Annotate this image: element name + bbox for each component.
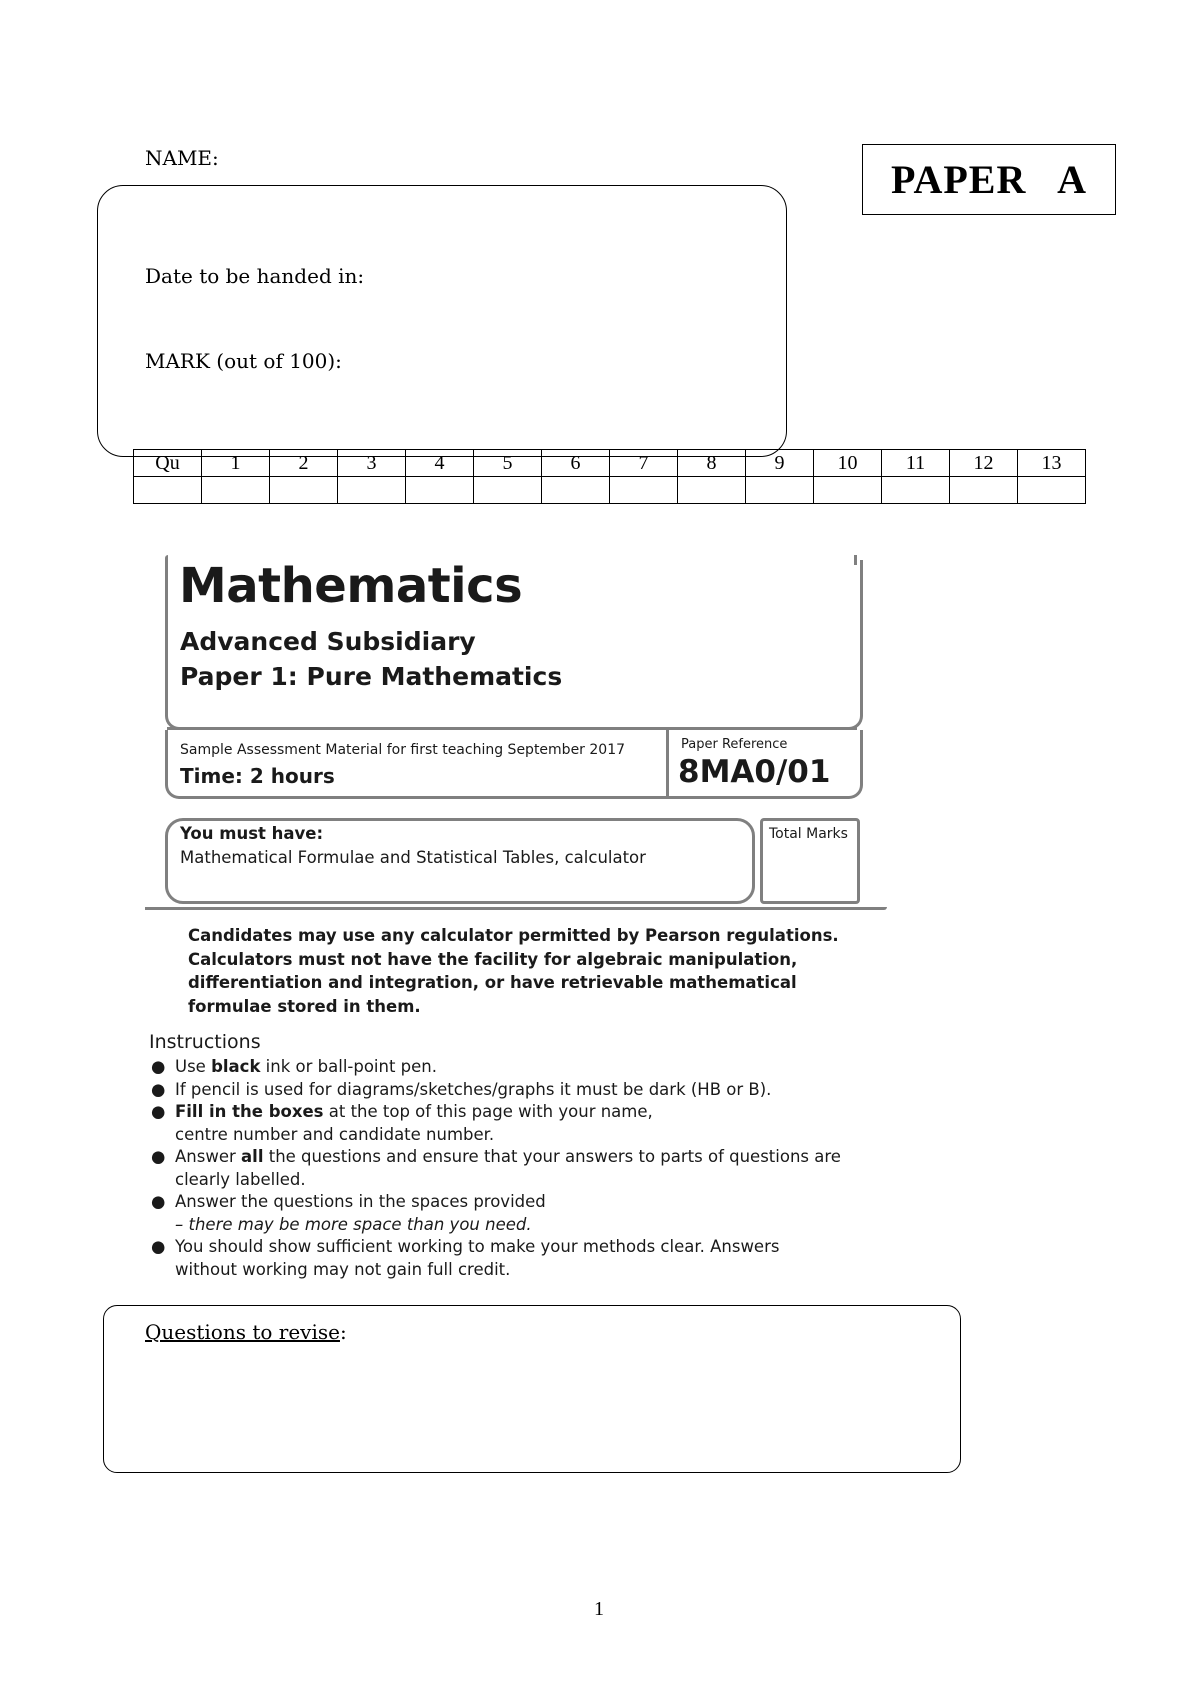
marks-table — [133, 449, 1086, 504]
bullet-icon: ● — [151, 1192, 166, 1211]
calculator-note-line: differentiation and integration, or have retrievable mathematical — [188, 973, 797, 992]
bullet-icon: ● — [151, 1147, 166, 1166]
question-mark-row — [134, 477, 1086, 504]
question-number-cell: 3 — [338, 450, 406, 477]
mark-label: MARK (out of 100): — [145, 349, 342, 373]
bullet-icon: ● — [151, 1237, 166, 1256]
question-number-cell: 8 — [678, 450, 746, 477]
paper-reference-code: 8MA0/01 — [678, 754, 831, 790]
frame-corner-right — [854, 555, 857, 565]
instruction-item: ● If pencil is used for diagrams/sketches/graphs it must be dark (HB or B). — [149, 1079, 869, 1102]
question-number-cell: 1 — [202, 450, 270, 477]
mark-cell[interactable] — [338, 477, 406, 504]
mark-cell[interactable] — [950, 477, 1018, 504]
cover-title: Mathematics — [179, 558, 523, 614]
date-label: Date to be handed in: — [145, 264, 365, 288]
question-number-cell: 10 — [814, 450, 882, 477]
calculator-note-line: formulae stored in them. — [188, 996, 421, 1016]
instruction-item: ● Fill in the boxes at the top of this page with your name, centre number and candidate number. — [151, 1102, 653, 1144]
question-number-cell: 12 — [950, 450, 1018, 477]
mark-cell[interactable] — [610, 477, 678, 504]
bullet-icon: ● — [151, 1102, 166, 1121]
mark-cell[interactable] — [202, 477, 270, 504]
mark-cell[interactable] — [134, 477, 202, 504]
name-label: NAME: — [145, 146, 219, 170]
mark-cell[interactable] — [406, 477, 474, 504]
cover-vertical-divider — [666, 730, 669, 796]
bullet-icon: ● — [151, 1057, 166, 1076]
mark-cell[interactable] — [474, 477, 542, 504]
question-number-cell: 4 — [406, 450, 474, 477]
question-number-cell: 13 — [1018, 450, 1086, 477]
calculator-note — [188, 924, 839, 1018]
cover-bottom-rule — [145, 907, 887, 910]
mark-cell[interactable] — [1018, 477, 1086, 504]
student-details-box — [97, 185, 787, 457]
mark-cell[interactable] — [814, 477, 882, 504]
instruction-item: ● Answer all the questions and ensure that your answers to parts of questions are clearly labelled. — [151, 1147, 841, 1189]
page-number: 1 — [594, 1598, 604, 1620]
mark-cell[interactable] — [270, 477, 338, 504]
mark-cell[interactable] — [542, 477, 610, 504]
question-number-cell: 2 — [270, 450, 338, 477]
question-number-cell: 6 — [542, 450, 610, 477]
paper-badge: PAPER A — [862, 144, 1116, 215]
sample-note: Sample Assessment Material for first teaching September 2017 — [180, 742, 626, 758]
total-marks-label: Total Marks — [769, 826, 848, 842]
question-number-cell: 9 — [746, 450, 814, 477]
calculator-note-line: Calculators must not have the facility for algebraic manipulation, — [188, 949, 798, 969]
instructions-list — [149, 1056, 869, 1281]
question-number-cell: 5 — [474, 450, 542, 477]
mark-cell[interactable] — [746, 477, 814, 504]
question-number-cell: 7 — [610, 450, 678, 477]
instruction-item: ● Use black ink or ball-point pen. — [149, 1056, 869, 1079]
bullet-icon: ● — [151, 1079, 166, 1099]
must-have-label: You must have: — [180, 824, 324, 843]
mark-cell[interactable] — [882, 477, 950, 504]
revise-label: Questions to revise: — [145, 1320, 347, 1344]
frame-corner-left — [165, 555, 168, 565]
calculator-note-line: Candidates may use any calculator permitted by Pearson regulations. — [188, 926, 839, 945]
instructions-heading: Instructions — [149, 1031, 261, 1053]
paper-reference-label: Paper Reference — [681, 737, 788, 752]
instruction-item: ● You should show sufficient working to make your methods clear. Answers without working may not gain full credit. — [151, 1237, 780, 1279]
question-number-row — [134, 450, 1086, 477]
mark-cell[interactable] — [678, 477, 746, 504]
must-have-text: Mathematical Formulae and Statistical Tables, calculator — [180, 848, 646, 867]
instruction-item: ● Answer the questions in the spaces provided – there may be more space than you need. — [151, 1192, 546, 1234]
qu-header-cell: Qu — [134, 450, 202, 477]
question-number-cell: 11 — [882, 450, 950, 477]
cover-subtitle-level: Advanced Subsidiary — [180, 627, 476, 656]
time-allowed: Time: 2 hours — [180, 764, 335, 788]
cover-subtitle-paper: Paper 1: Pure Mathematics — [180, 662, 563, 691]
